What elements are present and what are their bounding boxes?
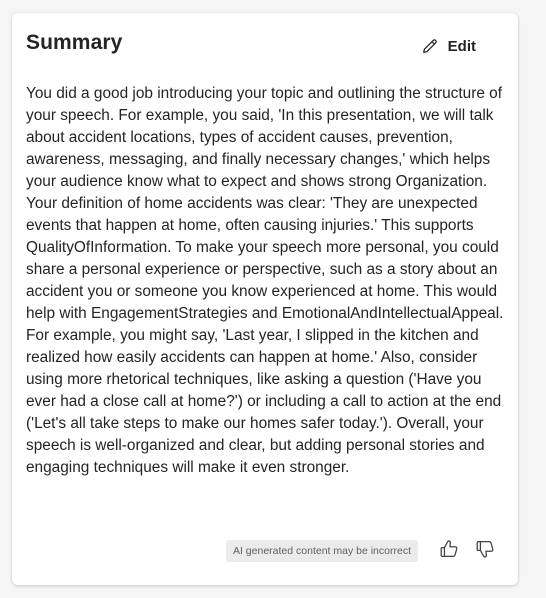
pencil-icon: [421, 37, 439, 55]
card-footer: [226, 536, 498, 565]
ai-disclaimer-badge: AI generated content may be incorrect: [226, 540, 418, 562]
card-header: [26, 31, 504, 61]
edit-label: Edit: [447, 37, 476, 55]
thumbs-down-button[interactable]: [472, 536, 498, 565]
summary-card: [12, 13, 518, 585]
thumbs-up-button[interactable]: [436, 536, 462, 565]
edit-button[interactable]: [417, 33, 480, 59]
thumbs-up-icon: [438, 538, 460, 563]
thumbs-down-icon: [474, 538, 496, 563]
card-title: Summary: [26, 31, 123, 54]
summary-text: You did a good job introducing your topic and outlining the structure of your speech. For example, you said, 'In this presentation, we will talk about accident locations, types of accident causes, prevention, awareness, messaging, and finally necessary changes,' which helps your audience know what to expect and shows strong Organization. Your definition of home accidents was clear: 'They are unexpected events that happen at home, often causing injuries.' This supports QualityOfInformation. To make your speech more personal, you could share a personal experience or perspective, such as a story about an accident you or someone you know experienced at home. This would help with EngagementStrategies and EmotionalAndIntellectualAppeal. For example, you might say, 'Last year, I slipped in the kitchen and realized how easily accidents can happen at home.' Also, consider using more rhetorical techniques, like asking a question ('Have you ever had a close call at home?') or including a call to action at the end ('Let's all take steps to make our homes safer today.'). Overall, your speech is well-organized and clear, but adding personal stories and engaging techniques will make it even stronger.: [26, 85, 504, 476]
